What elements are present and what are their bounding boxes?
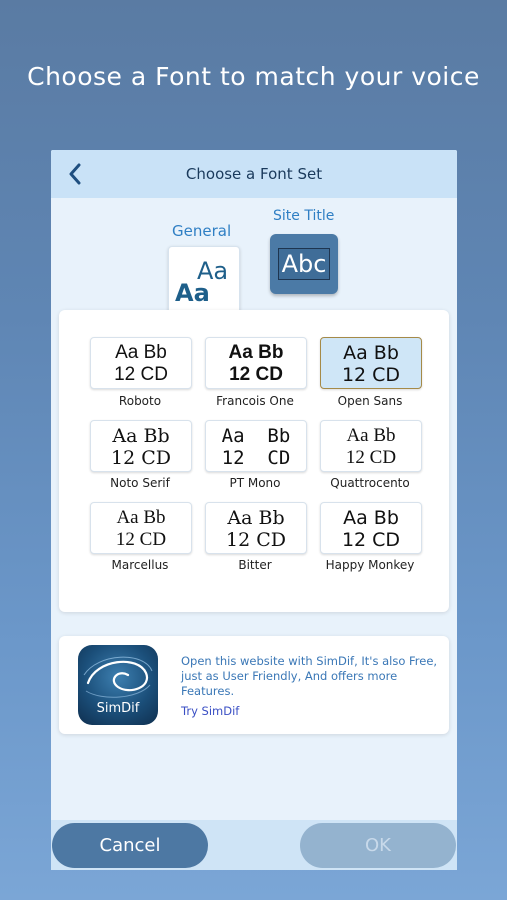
- font-name-roboto: Roboto: [118, 394, 162, 408]
- font-sample-line2: 12 CD: [341, 364, 401, 386]
- font-tile-roboto[interactable]: [90, 337, 192, 389]
- font-name-quattrocento: Quattrocento: [330, 476, 410, 490]
- font-sample-line2: 12 CD: [114, 364, 168, 385]
- app-icon-brand: SimDif: [96, 701, 140, 716]
- font-sample-line2: 12 CD: [341, 529, 401, 551]
- general-preview-thumb[interactable]: [168, 246, 240, 318]
- font-tile-open-sans[interactable]: [320, 337, 422, 389]
- font-sample-line2: 12 CD: [345, 447, 397, 468]
- font-sample-line1: Aa Bb: [221, 425, 291, 447]
- font-sample-line1: Aa Bb: [115, 342, 167, 363]
- simdif-promo-card: [59, 636, 449, 734]
- font-tile-pt-mono[interactable]: [205, 420, 307, 472]
- dialog-title: Choose a Font Set: [185, 165, 323, 183]
- font-sample-line1: Aa Bb: [343, 507, 399, 529]
- cancel-button[interactable]: Cancel: [52, 823, 208, 868]
- font-sample-line1: Aa Bb: [346, 425, 396, 446]
- font-name-open-sans: Open Sans: [337, 394, 403, 408]
- font-tile-marcellus[interactable]: [90, 502, 192, 554]
- headline: Choose a Font to match your voice: [27, 62, 480, 91]
- general-tab-label[interactable]: General: [172, 222, 232, 240]
- back-button[interactable]: [61, 160, 89, 188]
- swirl-icon: [78, 645, 158, 705]
- site-title-sample: Abc: [278, 248, 331, 280]
- font-sample-line2: 12 CD: [226, 529, 286, 551]
- promo-description: Open this website with SimDif, It's also Free, just as User Friendly, And offers more Features.: [181, 654, 438, 698]
- font-name-marcellus: Marcellus: [111, 558, 169, 572]
- font-grid: [59, 310, 449, 612]
- font-tile-bitter[interactable]: [205, 502, 307, 554]
- ok-button[interactable]: OK: [300, 823, 456, 868]
- font-sample-line1: Aa Bb: [112, 425, 170, 447]
- font-name-francois-one: Francois One: [216, 394, 294, 408]
- simdif-app-icon[interactable]: [78, 645, 158, 725]
- font-sample-line2: 12 CD: [229, 364, 283, 385]
- chevron-left-icon: [68, 163, 82, 185]
- dialog-header: [51, 150, 457, 198]
- font-sample-line1: Aa Bb: [227, 507, 285, 529]
- site-title-preview-thumb[interactable]: [270, 234, 338, 294]
- font-name-bitter: Bitter: [238, 558, 272, 572]
- font-name-noto-serif: Noto Serif: [110, 476, 170, 490]
- font-sample-line1: Aa Bb: [343, 342, 399, 364]
- font-tile-noto-serif[interactable]: [90, 420, 192, 472]
- font-sample-line2: 12 CD: [111, 447, 171, 469]
- font-tile-francois-one[interactable]: [205, 337, 307, 389]
- try-simdif-link[interactable]: Try SimDif: [181, 704, 240, 718]
- general-sample-bold: Aa: [175, 279, 210, 307]
- font-tile-quattrocento[interactable]: [320, 420, 422, 472]
- font-set-dialog: [51, 150, 457, 870]
- font-sample-line2: 12 CD: [221, 447, 291, 469]
- font-tile-happy-monkey[interactable]: [320, 502, 422, 554]
- font-sample-line1: Aa Bb: [228, 342, 284, 363]
- font-sample-line1: Aa Bb: [116, 507, 166, 528]
- font-sample-line2: 12 CD: [115, 529, 167, 550]
- site-title-tab-label[interactable]: Site Title: [273, 208, 335, 224]
- font-name-happy-monkey: Happy Monkey: [325, 558, 415, 572]
- general-sample-regular: Aa: [197, 257, 229, 285]
- font-name-pt-mono: PT Mono: [229, 476, 281, 490]
